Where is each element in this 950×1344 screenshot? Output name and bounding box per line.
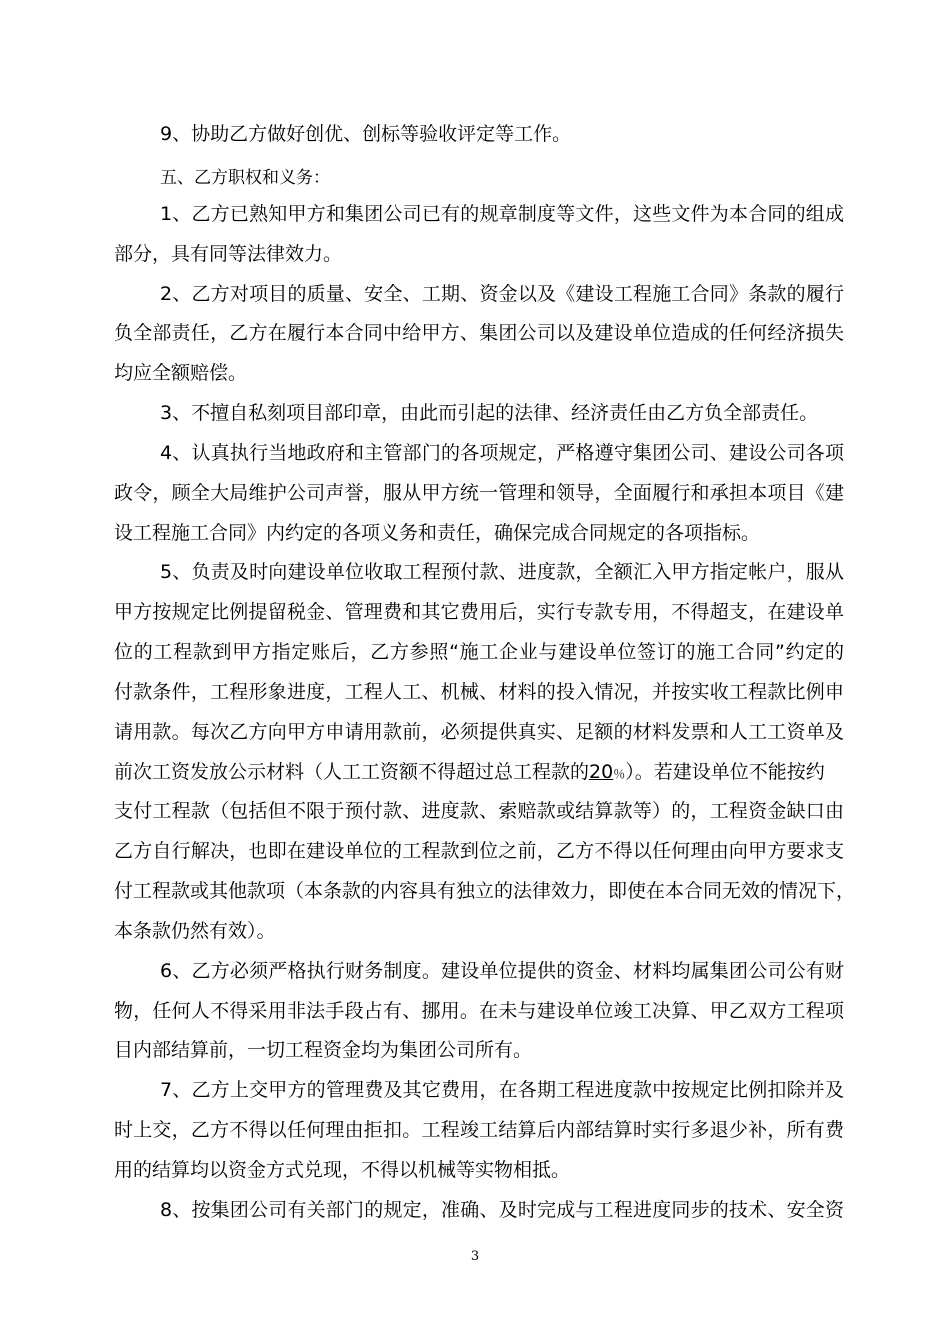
paragraph-line: 1、乙方已熟知甲方和集团公司已有的规章制度等文件，这些文件为本合同的组成 — [160, 203, 844, 225]
paragraph-line: 请用款。每次乙方向甲方申请用款前，必须提供真实、足额的材料发票和人工工资单及 — [114, 721, 844, 743]
paragraph-line: 2、乙方对项目的质量、安全、工期、资金以及《建设工程施工合同》条款的履行 — [160, 283, 844, 305]
text-segment: ）。若建设单位不能按约 — [625, 761, 825, 783]
paragraph-line: 时上交，乙方不得以任何理由拒扣。工程竣工结算后内部结算时实行多退少补，所有费 — [114, 1119, 844, 1141]
page-number: 3 — [470, 1249, 480, 1264]
paragraph-line: 付款条件，工程形象进度，工程人工、机械、材料的投入情况，并按实收工程款比例申 — [114, 681, 844, 703]
percent-sign: ％ — [613, 767, 626, 781]
paragraph-line: 目内部结算前，一切工程资金均为集团公司所有。 — [114, 1039, 533, 1061]
section-heading: 五、乙方职权和义务： — [160, 168, 330, 188]
paragraph-line: 位的工程款到甲方指定账后，乙方参照“施工企业与建设单位签订的施工合同”约定的 — [114, 641, 844, 663]
paragraph-line: 支付工程款（包括但不限于预付款、进度款、索赔款或结算款等）的，工程资金缺口由 — [114, 800, 844, 822]
paragraph-line: 均应全额赔偿。 — [114, 362, 248, 384]
paragraph-line: 8、按集团公司有关部门的规定，准确、及时完成与工程进度同步的技术、安全资 — [160, 1199, 844, 1221]
paragraph-line: 5、负责及时向建设单位收取工程预付款、进度款，全额汇入甲方指定帐户，服从 — [160, 561, 844, 583]
paragraph-line-mixed — [114, 752, 844, 792]
paragraph-line: 付工程款或其他款项（本条款的内容具有独立的法律效力，即使在本合同无效的情况下， — [114, 880, 856, 902]
paragraph-line: 6、乙方必须严格执行财务制度。建设单位提供的资金、材料均属集团公司公有财 — [160, 960, 844, 982]
paragraph-line: 本条款仍然有效）。 — [114, 920, 276, 942]
paragraph-line: 部分，具有同等法律效力。 — [114, 243, 343, 265]
text-segment: 前次工资发放公示材料（人工工资额不得超过总工程款的 — [114, 761, 590, 783]
paragraph-line: 9、协助乙方做好创优、创标等验收评定等工作。 — [160, 123, 572, 145]
percent-value: 20 — [589, 761, 614, 783]
paragraph-line: 甲方按规定比例提留税金、管理费和其它费用后，实行专款专用，不得超支，在建设单 — [114, 601, 844, 623]
paragraph-line: 政令，顾全大局维护公司声誉，服从甲方统一管理和领导，全面履行和承担本项目《建 — [114, 482, 844, 504]
paragraph-line: 用的结算均以资金方式兑现，不得以机械等实物相抵。 — [114, 1159, 571, 1181]
paragraph-line: 4、认真执行当地政府和主管部门的各项规定，严格遵守集团公司、建设公司各项 — [160, 442, 844, 464]
paragraph-line: 负全部责任，乙方在履行本合同中给甲方、集团公司以及建设单位造成的任何经济损失 — [114, 322, 844, 344]
paragraph-line: 乙方自行解决，也即在建设单位的工程款到位之前，乙方不得以任何理由向甲方要求支 — [114, 840, 844, 862]
paragraph-line: 设工程施工合同》内约定的各项义务和责任，确保完成合同规定的各项指标。 — [114, 522, 761, 544]
paragraph-line: 7、乙方上交甲方的管理费及其它费用，在各期工程进度款中按规定比例扣除并及 — [160, 1079, 844, 1101]
paragraph-line: 物，任何人不得采用非法手段占有、挪用。在未与建设单位竣工决算、甲乙双方工程项 — [114, 1000, 844, 1022]
paragraph-line: 3、不擅自私刻项目部印章，由此而引起的法律、经济责任由乙方负全部责任。 — [160, 402, 819, 424]
